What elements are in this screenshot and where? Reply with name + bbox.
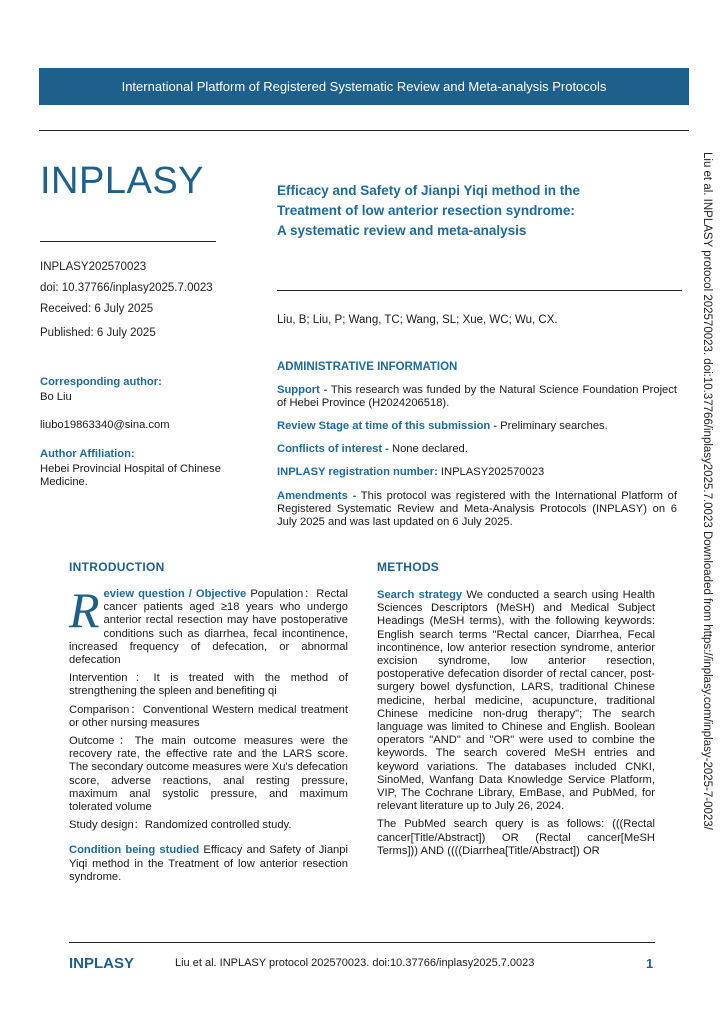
reg-label: INPLASY registration number: — [277, 466, 438, 478]
header-banner — [39, 68, 689, 105]
footer-divider — [69, 942, 655, 943]
conflicts-of-interest — [277, 443, 677, 456]
condition-studied — [69, 844, 348, 884]
search-strategy-text: We conducted a search using Health Sciences Descriptors (MeSH) and Medical Subject Headings (MeSH terms), with the following keywords: English search terms "Rectal cancer, Diarrhea, Fecal incontinence, low anterior resection syndrome, anterior excision syndrome, low anterior resection, postoperative defecation disorder of rectal cancer, post-surgery bowel dysfunction, LARS, traditional Chinese medicine, herbal medicine, acupuncture, traditional Chinese medicine non-drug therapy"; The search language was limited to Chinese and English. Boolean operators "AND" and "OR" were used to combine the keywords. The search covered MeSH entries and keyword variations. The databases included CNKI, SinoMed, Wanfang Data Knowledge Service Platform, VIP, The Cochrane Library, EmBase, and PubMed, for relevant literature up to July 26, 2024. — [377, 589, 655, 813]
support-statement — [277, 384, 677, 410]
support-label: Support - — [277, 384, 328, 396]
outcome: Outcome：The main outcome measures were the recovery rate, the effective rate and the LARS score. The secondary outcome measures were Xu's defecation score, adverse reactions, anal resting pressure, maximum anal systolic pressure, and maximum tolerated volume — [69, 735, 348, 814]
page-number: 1 — [646, 956, 654, 971]
amend-label: Amendments - — [277, 490, 357, 502]
header-divider — [39, 130, 689, 131]
pubmed-query: The PubMed search query is as follows: (((Rectal cancer[Title/Abstract]) OR (Rectal cancer[MeSH Terms])) AND ((((Diarrhea[Title/Abstract]) OR — [377, 818, 655, 857]
paper-title — [277, 181, 657, 241]
corresponding-author-heading: Corresponding author: — [40, 376, 162, 388]
affiliation-text: Hebei Provincial Hospital of Chinese Medicine. — [40, 463, 221, 488]
coi-label: Conflicts of interest - — [277, 443, 389, 455]
review-question — [69, 582, 348, 667]
admin-heading: ADMINISTRATIVE INFORMATION — [277, 361, 458, 373]
title-divider — [277, 290, 682, 291]
search-strategy-label: Search strategy — [377, 589, 463, 601]
received-date: Received: 6 July 2025 — [40, 303, 154, 315]
banner-text: International Platform of Registered Systematic Review and Meta-analysis Protocols — [121, 79, 607, 94]
reg-text: INPLASY202570023 — [437, 466, 545, 478]
stage-label: Review Stage at time of this submission - — [277, 420, 498, 432]
brand-logo: INPLASY — [40, 160, 205, 202]
published-date: Published: 6 July 2025 — [40, 327, 156, 339]
review-question-label: eview question / Objective — [103, 588, 247, 600]
author-list: Liu, B; Liu, P; Wang, TC; Wang, SL; Xue, WC; Wu, CX. — [277, 314, 558, 326]
condition-text: Efficacy and Safety of Jianpi Yiqi method in the Treatment of low anterior resection syndrome. — [69, 844, 348, 883]
coi-text: None declared. — [388, 443, 468, 455]
support-text: This research was funded by the Natural Science Foundation Project of Hebei Province (H2024206518). — [277, 384, 677, 409]
review-question-text: Population：Rectal cancer patients aged ≥18 years who undergo anterior rectal resection may have postoperative conditions such as diarrhea, fecal incontinence, increased frequency of defecation, or abnormal defecation — [69, 588, 348, 667]
intervention: Intervention：It is treated with the method of strengthening the spleen and benefiting qi — [69, 672, 348, 698]
footer-brand: INPLASY — [69, 955, 135, 972]
methods-heading: METHODS — [377, 560, 440, 574]
methods-body — [377, 589, 655, 925]
search-strategy — [377, 589, 655, 813]
introduction-body — [69, 582, 348, 889]
corresponding-author-name: Bo Liu — [40, 391, 72, 403]
drop-cap: R — [69, 582, 100, 638]
comparison: Comparison：Conventional Western medical treatment or other nursing measures — [69, 703, 348, 729]
title-line-3: A systematic review and meta-analysis — [277, 223, 527, 238]
protocol-id: INPLASY202570023 — [40, 261, 147, 273]
corresponding-author-email: liubo19863340@sina.com — [40, 419, 170, 431]
title-line-2: Treatment of low anterior resection syndrome: — [277, 203, 575, 218]
doi: doi: 10.37766/inplasy2025.7.0023 — [40, 282, 213, 294]
vertical-citation — [694, 152, 720, 892]
amendments — [277, 490, 677, 529]
footer-citation: Liu et al. INPLASY protocol 202570023. doi:10.37766/inplasy2025.7.0023 — [175, 957, 535, 969]
vertical-citation-text: Liu et al. INPLASY protocol 202570023. doi:10.37766/inplasy2025.7.0023 Downloaded from https://inplasy.com/inplasy-2025-7-0023/ — [701, 152, 713, 830]
affiliation-heading: Author Affiliation: — [40, 448, 135, 460]
condition-label: Condition being studied — [69, 844, 200, 857]
introduction-heading: INTRODUCTION — [69, 560, 165, 574]
stage-text: Preliminary searches. — [497, 420, 608, 432]
review-stage — [277, 420, 677, 433]
amend-text: This protocol was registered with the International Platform of Registered Systematic Review and Meta-Analysis Protocols (INPLASY) on 6 July 2025 and was last updated on 6 July 2025. — [277, 490, 677, 528]
study-design: Study design：Randomized controlled study. — [69, 819, 292, 832]
registration-number — [277, 466, 677, 479]
title-line-1: Efficacy and Safety of Jianpi Yiqi method in the — [277, 183, 581, 198]
brand-divider — [40, 241, 216, 242]
